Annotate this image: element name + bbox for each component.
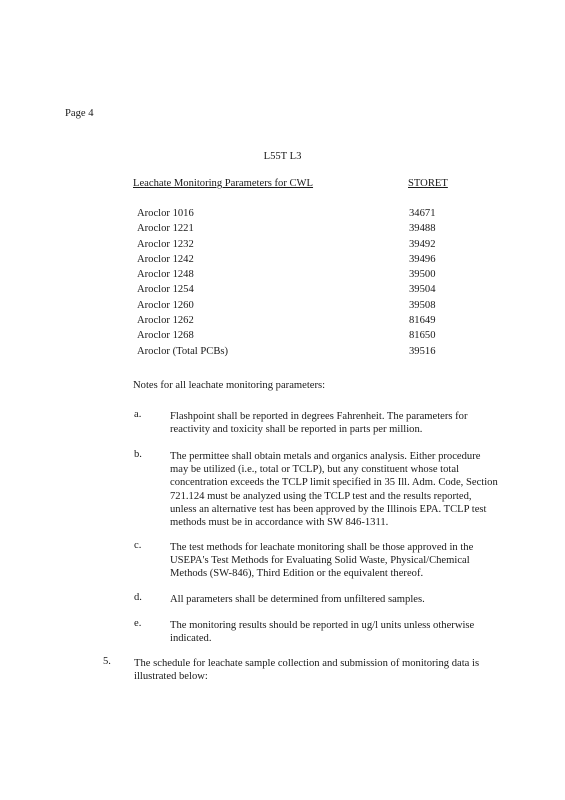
storet-code: 39488	[409, 223, 436, 235]
parameter-name: Aroclor 1262	[137, 315, 194, 327]
notes-heading: Notes for all leachate monitoring parameters:	[133, 380, 326, 391]
note-text: The monitoring results should be reported in ug/l units unless otherwise indicated.	[170, 620, 475, 645]
parameter-name: Aroclor 1248	[137, 269, 194, 281]
storet-code: 39500	[409, 269, 436, 281]
page-number: Page 4	[65, 108, 94, 119]
storet-code: 39516	[409, 345, 436, 357]
storet-code: 81650	[409, 330, 436, 342]
paragraph-text: The schedule for leachate sample collection and submission of monitoring data is illustrated below:	[134, 658, 480, 683]
storet-code: 39504	[409, 284, 436, 296]
table-row	[0, 331, 565, 346]
storet-code: 39508	[409, 299, 436, 311]
parameter-name: Aroclor 1016	[137, 208, 194, 219]
column-header-parameters: Leachate Monitoring Parameters for CWL	[133, 178, 314, 189]
column-header-storet: STORET	[408, 178, 448, 189]
note-letter: c.	[134, 540, 142, 551]
note-text: The test methods for leachate monitoring shall be those approved in the USEPA's Test Methods for Evaluating Solid Waste, Physical/Chemical Methods (SW-846), Third Edition or the equivalent thereof.	[170, 542, 474, 580]
storet-code: 81649	[409, 315, 436, 327]
note-letter: a.	[134, 409, 142, 420]
parameter-name: Aroclor 1260	[137, 299, 194, 311]
table-row	[0, 240, 565, 255]
note-letter: e.	[134, 618, 142, 629]
parameter-name: Aroclor (Total PCBs)	[137, 345, 229, 357]
table-row	[0, 270, 565, 285]
note-text: All parameters shall be determined from unfiltered samples.	[170, 594, 425, 605]
table-row	[0, 255, 565, 270]
parameter-table	[0, 209, 565, 362]
table-title: L55T L3	[263, 151, 302, 162]
table-row	[0, 209, 565, 224]
table-row	[0, 347, 565, 362]
table-row	[0, 224, 565, 239]
parameter-name: Aroclor 1254	[137, 284, 194, 296]
note-letter: d.	[134, 592, 142, 603]
note-text: Flashpoint shall be reported in degrees Fahrenheit. The parameters for reactivity and toxicity shall be reported in parts per million.	[170, 411, 468, 436]
parameter-name: Aroclor 1232	[137, 238, 194, 250]
note-letter: b.	[134, 449, 142, 460]
table-row	[0, 285, 565, 300]
table-row	[0, 316, 565, 331]
parameter-name: Aroclor 1268	[137, 330, 194, 342]
parameter-name: Aroclor 1242	[137, 253, 194, 265]
storet-code: 34671	[409, 208, 436, 219]
note-text: The permittee shall obtain metals and organics analysis. Either procedure may be utilized (i.e., total or TCLP), but any constituent whose total concentration exceeds the TCLP limit specified in 35 Ill. Adm. Code, Section 721.124 must be analyzed using the TCLP test and the results reported, unless an alternative test has been approved by the Illinois EPA. TCLP test methods must be in accordance with SW 846-1311.	[170, 451, 498, 529]
storet-code: 39492	[409, 238, 436, 250]
storet-code: 39496	[409, 253, 436, 265]
paragraph-number: 5.	[103, 656, 111, 667]
parameter-name: Aroclor 1221	[137, 223, 194, 235]
table-row	[0, 301, 565, 316]
